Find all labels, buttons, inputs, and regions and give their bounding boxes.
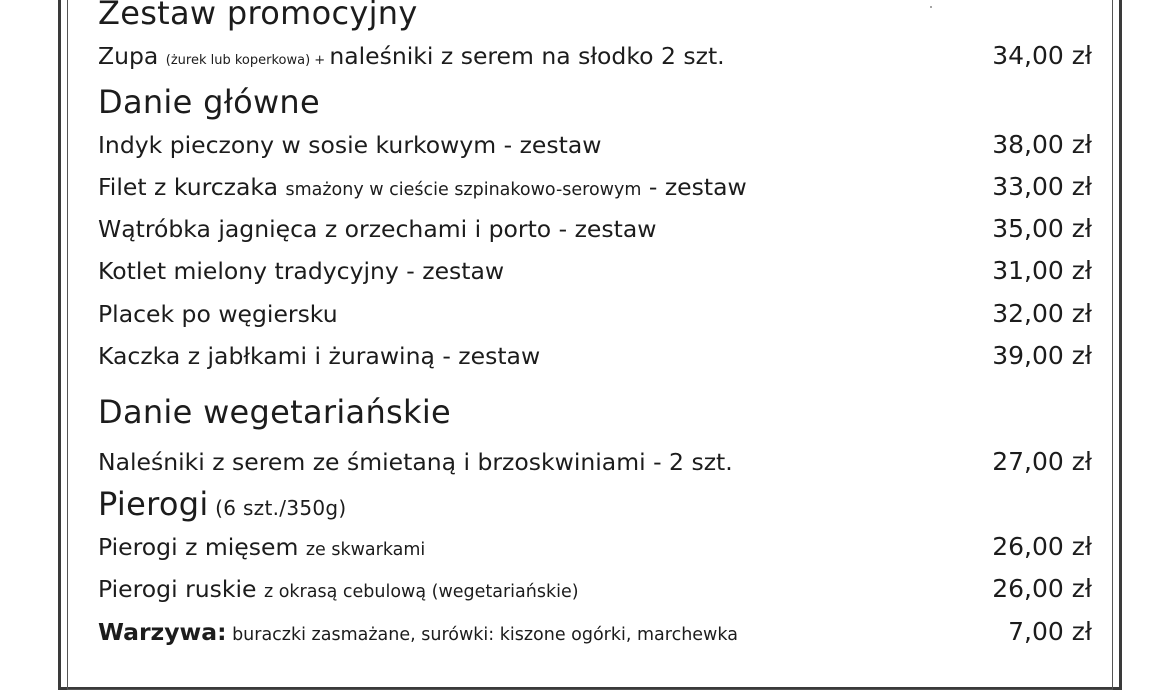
item-name: Kotlet mielony tradycyjny - zestaw [98,257,505,285]
item-price: 27,00 zł [992,447,1092,476]
menu-item [98,341,1092,371]
item-note: (żurek lub koperkowa) + [165,53,330,68]
item-name: Zupa [98,42,166,70]
item-detail: ze skwarkami [305,540,426,560]
item-name: Kaczka z jabłkami i żurawiną - zestaw [98,342,541,370]
item-price: 35,00 zł [992,214,1092,243]
item-price: 34,00 zł [992,41,1092,70]
item-name-cont: naleśniki z serem na słodko 2 szt. [329,42,725,70]
section-title-pierogi [98,485,1092,527]
menu-item [98,447,1092,477]
item-name: Filet z kurczaka [98,173,286,201]
menu-item [98,130,1092,160]
menu-item-veggies [98,617,1092,650]
item-price: 7,00 zł [1008,617,1092,646]
menu-item [98,214,1092,244]
item-name: Naleśniki z serem ze śmietaną i brzoskwiniami - 2 szt. [98,448,733,476]
section-title-text: Pierogi [98,485,209,523]
item-price: 31,00 zł [992,256,1092,285]
menu-item [98,172,1092,205]
menu-item [98,256,1092,286]
item-detail: z okrasą cebulową (wegetariańskie) [263,582,579,602]
menu-item [98,532,1092,565]
item-name: Placek po węgiersku [98,300,338,328]
item-name: Pierogi ruskie [98,575,264,603]
item-price: 38,00 zł [992,130,1092,159]
item-price: 26,00 zł [992,574,1092,603]
item-detail: buraczki zasmażane, surówki: kiszone ogórki, marchewka [226,625,738,645]
item-name: Pierogi z mięsem [98,533,306,561]
item-price: 32,00 zł [992,299,1092,328]
item-label: Warzywa: [98,618,227,646]
item-suffix: - zestaw [641,173,747,201]
section-subtitle: (6 szt./350g) [208,496,347,520]
item-name: Indyk pieczony w sosie kurkowym - zestaw [98,131,602,159]
menu-item [98,574,1092,607]
item-name: Wątróbka jagnięca z orzechami i porto - zestaw [98,215,657,243]
section-title-promo: Zestaw promocyjny [98,0,418,32]
section-title-veg: Danie wegetariańskie [98,393,452,431]
item-price: 26,00 zł [992,532,1092,561]
section-title-main: Danie główne [98,83,321,121]
menu-item [98,299,1092,329]
item-price: 39,00 zł [992,341,1092,370]
item-detail: smażony w cieście szpinakowo-serowym [285,180,642,200]
item-price: 33,00 zł [992,172,1092,201]
menu-item-promo [98,41,1092,76]
